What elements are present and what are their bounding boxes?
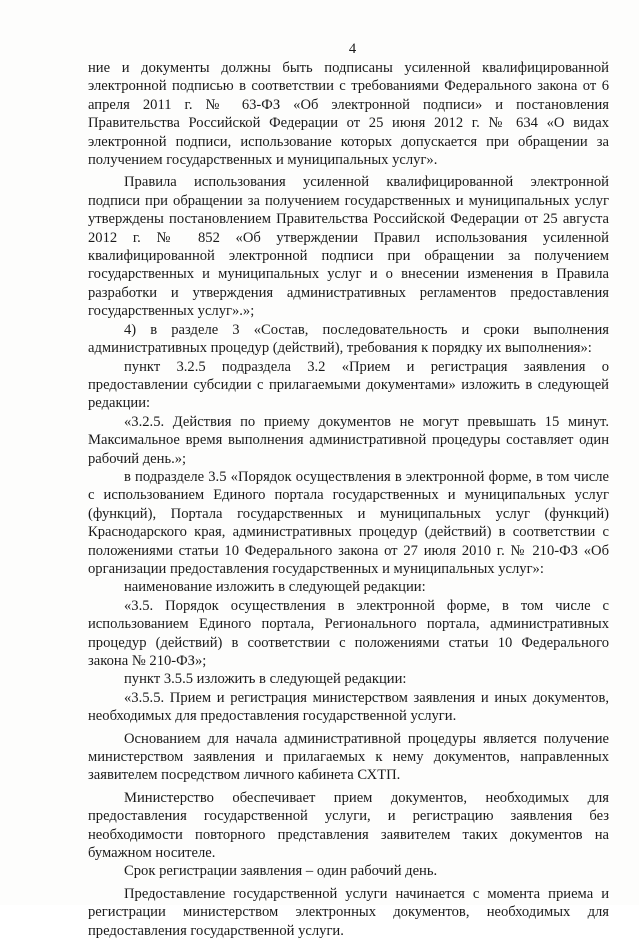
paragraph-item-3-5-5-text: «3.5.5. Прием и регистрация министерством заявления и иных документов, необходимых для предоставления государственной услуги. [88,689,609,725]
paragraph-procedure-basis: Основанием для начала административной процедуры является получение министерством заявления и прилагаемых к нему документов, направленных заявителем посредством личного кабинета СХТП. [88,730,609,784]
paragraph-subsection-3-5-title: «3.5. Порядок осуществления в электронной форме, в том числе с использованием Единого портала, Регионального портала, административных процедур (действий) в соответствии с положениями статьи 10 Федерального закона № 210-ФЗ»; [88,597,609,669]
page-number: 4 [348,41,357,57]
paragraph-subsection-3-5: в подразделе 3.5 «Порядок осуществления в электронной форме, в том числе с использованием Единого портала государственных и муниципальных услуг (функций), Портала государственных и муниципальных услуг (функций) Краснодарского края, административных процедур (действий) в соответствии с положениями статьи 10 Федерального закона от 27 июля 2010 г. № 210-ФЗ «Об организации предоставления государственных и муниципальных услуг»: [88,468,609,577]
paragraph-service-start: Предоставление государственной услуги начинается с момента приема и регистрации министерством электронных документов, необходимых для предоставления государственной услуги. [88,885,609,939]
paragraph-section-3-amendment: 4) в разделе 3 «Состав, последовательность и сроки выполнения административных процедур (действий), требования к порядку их выполнения»: [88,321,609,357]
paragraph-name-change: наименование изложить в следующей редакции: [124,579,426,596]
paragraph-item-3-2-5: пункт 3.2.5 подраздела 3.2 «Прием и регистрация заявления о предоставлении субсидии с прилагаемыми документами» изложить в следующей редакции: [88,358,609,412]
paragraph-ministry-acceptance: Министерство обеспечивает прием документов, необходимых для предоставления государственной услуги, и регистрацию заявления без необходимости повторного представления заявителем таких документов на бумажном носителе. [88,789,609,862]
paragraph-signature-rules: Правила использования усиленной квалифицированной электронной подписи при обращении за получением государственных и муниципальных услуг утверждены постановлением Правительства Российской Федерации от 25 августа 2012 г. № 852 «Об утверждении Правил использования усиленной квалифицированной электронной подписи при обращении за получением государственных и муниципальных услуг и о внесении изменения в Правила разработки и утверждения административных регламентов предоставления государственных услуг».»; [88,174,609,320]
paragraph-registration-term: Срок регистрации заявления – один рабочий день. [124,863,438,880]
paragraph-item-3-2-5-text: «3.2.5. Действия по приему документов не могут превышать 15 минут. Максимальное время выполнения административной процедуры составляет один рабочий день.»; [88,413,609,467]
paragraph-signature-requirements: ние и документы должны быть подписаны усиленной квалифицированной электронной подписью в соответствии с требованиями Федерального закона от 6 апреля 2011 г. № 63-ФЗ «Об электронной подписи» и постановления Правительства Российской Федерации от 25 июня 2012 г. № 634 «О видах электронной подписи, использование которых допускается при обращении за получением государственных и муниципальных услуг». [88,60,609,169]
paragraph-item-3-5-5: пункт 3.5.5 изложить в следующей редакции: [124,671,407,688]
